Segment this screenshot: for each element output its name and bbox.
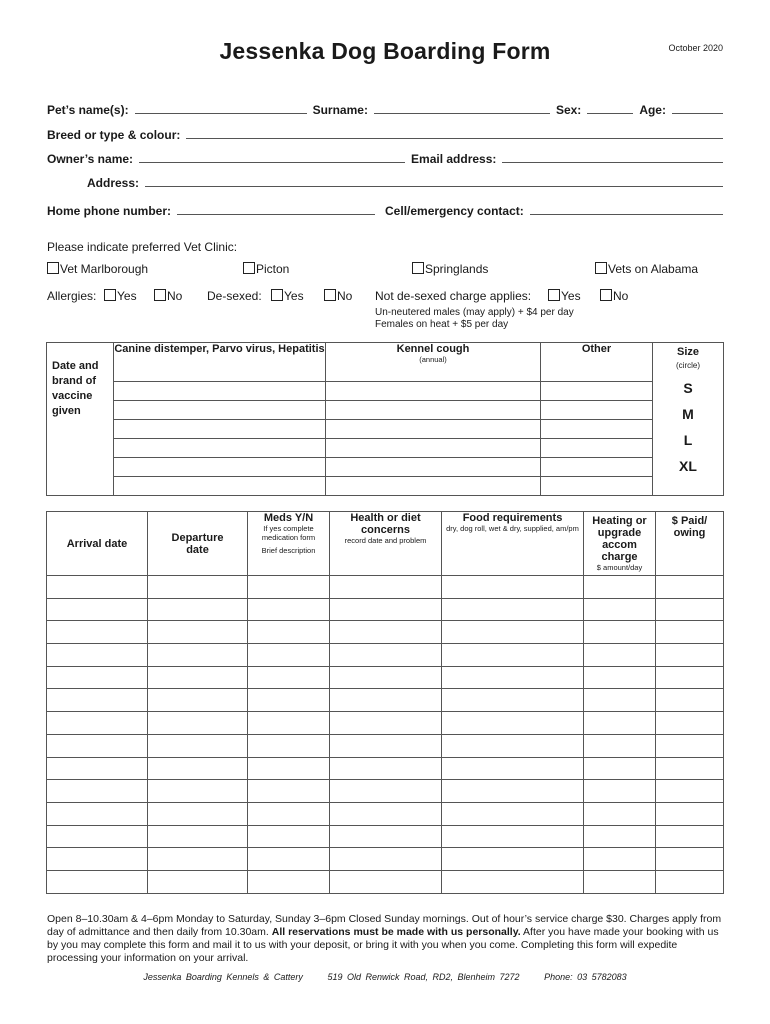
table-cell[interactable] — [656, 689, 724, 712]
table-cell[interactable] — [114, 458, 326, 477]
col-kennel-cough-sub: (annual) — [419, 355, 447, 364]
vet-option-alabama[interactable] — [595, 262, 698, 276]
table-row — [47, 666, 724, 689]
table-cell[interactable] — [442, 734, 584, 757]
table-cell[interactable] — [584, 780, 656, 803]
table-cell[interactable] — [656, 757, 724, 780]
cell-label: Cell/emergency contact: — [385, 204, 524, 218]
cell-field[interactable] — [530, 214, 723, 215]
table-cell[interactable] — [656, 621, 724, 644]
home-phone-field[interactable] — [177, 214, 375, 215]
table-cell[interactable] — [330, 621, 442, 644]
table-cell[interactable] — [47, 848, 148, 871]
table-row — [47, 420, 724, 439]
checkbox[interactable] — [548, 289, 560, 301]
table-cell[interactable] — [114, 439, 326, 458]
table-cell[interactable] — [442, 802, 584, 825]
table-cell[interactable] — [656, 666, 724, 689]
address-row — [87, 176, 723, 190]
col-size: Size — [676, 346, 699, 358]
col-paid: $ Paid/ owing — [656, 512, 724, 576]
table-cell[interactable] — [114, 477, 326, 496]
size-s[interactable]: S — [683, 380, 693, 396]
footer-text — [47, 913, 725, 965]
phone-row — [47, 204, 723, 218]
table-row — [47, 802, 724, 825]
col-health-sub: record date and problem — [344, 536, 427, 545]
col-heating-sub: $ amount/day — [596, 563, 643, 572]
size-xl[interactable]: XL — [679, 458, 697, 474]
table-cell[interactable] — [656, 848, 724, 871]
table-cell[interactable] — [442, 825, 584, 848]
table-cell[interactable] — [148, 734, 248, 757]
table-cell[interactable] — [47, 644, 148, 667]
checkbox[interactable] — [243, 262, 255, 274]
surname-label: Surname: — [312, 103, 368, 117]
charge-note-males: Un-neutered males (may apply) + $4 per day — [375, 307, 574, 318]
yes-label: Yes — [561, 289, 581, 303]
table-cell[interactable] — [330, 870, 442, 893]
table-cell[interactable] — [248, 734, 330, 757]
desexed-no[interactable] — [324, 289, 352, 303]
table-cell[interactable] — [148, 576, 248, 599]
allergies-no[interactable] — [154, 289, 182, 303]
charge-label: Not de-sexed charge applies: — [375, 289, 532, 303]
table-cell[interactable] — [584, 825, 656, 848]
table-row — [47, 848, 724, 871]
vet-option-marlborough[interactable] — [47, 262, 148, 276]
breed-label: Breed or type & colour: — [47, 128, 181, 142]
charge-note-females: Females on heat + $5 per day — [375, 319, 509, 330]
table-cell[interactable] — [326, 420, 541, 439]
table-cell[interactable] — [47, 598, 148, 621]
table-cell[interactable] — [584, 848, 656, 871]
table-cell[interactable] — [326, 439, 541, 458]
owner-field[interactable] — [139, 162, 405, 163]
table-cell[interactable] — [584, 870, 656, 893]
table-cell[interactable] — [656, 644, 724, 667]
table-cell[interactable] — [326, 477, 541, 496]
col-arrival: Arrival date — [47, 512, 148, 576]
table-row — [47, 382, 724, 401]
table-row — [47, 621, 724, 644]
col-meds-sub: If yes complete medication form — [261, 524, 316, 542]
table-cell[interactable] — [656, 780, 724, 803]
table-row — [47, 734, 724, 757]
sex-label: Sex: — [555, 103, 582, 117]
col-other: Other — [541, 343, 653, 382]
yes-label: Yes — [117, 289, 137, 303]
table-cell[interactable] — [148, 825, 248, 848]
form-date: October 2020 — [668, 43, 723, 53]
table-cell[interactable] — [442, 712, 584, 735]
business-phone: Phone: 03 5782083 — [544, 972, 627, 982]
owner-row — [47, 152, 723, 166]
no-label: No — [613, 289, 629, 303]
table-cell[interactable] — [442, 780, 584, 803]
table-cell[interactable] — [248, 848, 330, 871]
pets-name-field[interactable] — [135, 113, 307, 114]
table-cell[interactable] — [148, 757, 248, 780]
business-name: Jessenka Boarding Kennels & Cattery — [143, 972, 303, 982]
table-cell[interactable] — [148, 598, 248, 621]
table-cell[interactable] — [656, 825, 724, 848]
table-cell[interactable] — [148, 780, 248, 803]
table-cell[interactable] — [47, 666, 148, 689]
table-cell[interactable] — [541, 420, 653, 439]
breed-field[interactable] — [186, 138, 723, 139]
table-cell[interactable] — [656, 802, 724, 825]
table-cell[interactable] — [114, 420, 326, 439]
table-cell[interactable] — [248, 780, 330, 803]
col-food-sub: dry, dog roll, wet & dry, supplied, am/pm — [446, 524, 579, 533]
table-cell[interactable] — [326, 382, 541, 401]
table-cell[interactable] — [330, 598, 442, 621]
table-cell[interactable] — [47, 621, 148, 644]
owner-label: Owner’s name: — [47, 152, 134, 166]
table-row — [47, 757, 724, 780]
table-cell[interactable] — [330, 757, 442, 780]
vet-option-label: Vet Marlborough — [60, 262, 149, 276]
table-cell[interactable] — [47, 576, 148, 599]
footer-instructions: After you have made your booking with us by you may complete this form and mail it to us with your deposit, or bring it with you when you come. Completing this form will expedite processing your information on your arrival. — [47, 926, 719, 964]
table-cell[interactable] — [148, 848, 248, 871]
checkbox[interactable] — [324, 289, 336, 301]
table-cell[interactable] — [584, 598, 656, 621]
table-cell[interactable] — [656, 734, 724, 757]
table-cell[interactable] — [248, 621, 330, 644]
col-food-label: Food requirements — [462, 512, 563, 524]
table-cell[interactable] — [248, 576, 330, 599]
no-label: No — [167, 289, 183, 303]
table-cell[interactable] — [148, 644, 248, 667]
sex-field[interactable] — [587, 113, 633, 114]
surname-field[interactable] — [374, 113, 550, 114]
table-cell[interactable] — [47, 757, 148, 780]
table-row — [47, 644, 724, 667]
table-cell[interactable] — [47, 689, 148, 712]
table-cell[interactable] — [584, 712, 656, 735]
table-cell[interactable] — [541, 382, 653, 401]
table-cell[interactable] — [442, 576, 584, 599]
table-row — [47, 576, 724, 599]
pet-row — [47, 103, 723, 117]
breed-row — [47, 128, 723, 142]
table-cell[interactable] — [656, 712, 724, 735]
email-field[interactable] — [502, 162, 723, 163]
table-cell[interactable] — [330, 666, 442, 689]
charge-yes[interactable] — [548, 289, 581, 303]
table-cell[interactable] — [584, 576, 656, 599]
table-cell[interactable] — [148, 870, 248, 893]
no-label: No — [337, 289, 353, 303]
table-cell[interactable] — [248, 712, 330, 735]
vet-option-springlands[interactable] — [412, 262, 488, 276]
table-cell[interactable] — [47, 870, 148, 893]
table-cell[interactable] — [248, 644, 330, 667]
address-field[interactable] — [145, 186, 723, 187]
vaccine-row-label: Date and brand of vaccine given — [47, 343, 114, 496]
desexed-yes[interactable] — [271, 289, 304, 303]
table-row — [47, 689, 724, 712]
desexed-label: De-sexed: — [207, 289, 262, 303]
table-cell[interactable] — [656, 576, 724, 599]
table-cell[interactable] — [326, 458, 541, 477]
contact-line — [0, 972, 770, 982]
table-cell[interactable] — [248, 757, 330, 780]
table-cell[interactable] — [330, 734, 442, 757]
footer-reservations: All reservations must be made with us personally. — [271, 926, 521, 938]
table-cell[interactable] — [442, 666, 584, 689]
table-cell[interactable] — [47, 712, 148, 735]
table-cell[interactable] — [442, 870, 584, 893]
allergies-label: Allergies: — [47, 289, 97, 303]
size-m[interactable]: M — [682, 406, 694, 422]
table-row — [47, 458, 724, 477]
table-cell[interactable] — [656, 870, 724, 893]
table-cell[interactable] — [330, 712, 442, 735]
allergies-yes[interactable] — [104, 289, 137, 303]
table-cell[interactable] — [330, 644, 442, 667]
table-cell[interactable] — [584, 666, 656, 689]
table-cell[interactable] — [148, 689, 248, 712]
booking-table — [46, 511, 724, 894]
table-row — [47, 477, 724, 496]
table-cell[interactable] — [584, 644, 656, 667]
size-column — [653, 343, 724, 496]
table-row — [47, 439, 724, 458]
table-cell[interactable] — [442, 757, 584, 780]
table-cell[interactable] — [148, 802, 248, 825]
charge-no[interactable] — [600, 289, 628, 303]
table-cell[interactable] — [114, 382, 326, 401]
table-cell[interactable] — [584, 757, 656, 780]
table-cell[interactable] — [248, 689, 330, 712]
table-cell[interactable] — [442, 848, 584, 871]
table-cell[interactable] — [248, 802, 330, 825]
col-health — [330, 512, 442, 576]
checkbox[interactable] — [47, 262, 59, 274]
table-cell[interactable] — [584, 734, 656, 757]
table-cell[interactable] — [248, 598, 330, 621]
col-meds — [248, 512, 330, 576]
table-cell[interactable] — [330, 848, 442, 871]
col-health-label: Health or diet concerns — [350, 512, 421, 536]
vet-option-label: Picton — [256, 262, 290, 276]
table-cell[interactable] — [541, 401, 653, 420]
table-row — [47, 870, 724, 893]
vet-option-label: Vets on Alabama — [608, 262, 699, 276]
checkbox[interactable] — [595, 262, 607, 274]
table-cell[interactable] — [248, 666, 330, 689]
table-cell[interactable] — [148, 712, 248, 735]
table-cell[interactable] — [330, 576, 442, 599]
checkbox[interactable] — [154, 289, 166, 301]
table-cell[interactable] — [47, 734, 148, 757]
table-cell[interactable] — [442, 621, 584, 644]
table-cell[interactable] — [248, 825, 330, 848]
table-cell[interactable] — [584, 621, 656, 644]
table-row — [47, 780, 724, 803]
vet-prompt: Please indicate preferred Vet Clinic: — [47, 240, 238, 254]
table-cell[interactable] — [442, 689, 584, 712]
size-l[interactable]: L — [683, 432, 693, 448]
table-cell[interactable] — [47, 802, 148, 825]
table-cell[interactable] — [47, 825, 148, 848]
col-distemper-label: Canine distemper, Parvo virus, Hepatitis — [114, 343, 325, 355]
business-address: 519 Old Renwick Road, RD2, Blenheim 7272 — [327, 972, 520, 982]
table-cell[interactable] — [442, 598, 584, 621]
vet-option-picton[interactable] — [243, 262, 289, 276]
age-label: Age: — [639, 103, 666, 117]
col-food — [442, 512, 584, 576]
footer-hours: Open 8–10.30am & 4–6pm Monday to Saturday, Sunday 3–6pm Closed Sunday mornings. Out of hour’s service charge $30. Charges apply from day of admittance and then daily from 10.30am. — [47, 913, 722, 938]
table-cell[interactable] — [326, 401, 541, 420]
table-cell[interactable] — [148, 666, 248, 689]
col-meds-label: Meds Y/N — [263, 512, 314, 524]
address-label: Address: — [87, 176, 140, 190]
col-kennel-cough — [326, 343, 541, 382]
vet-option-label: Springlands — [425, 262, 489, 276]
checkbox[interactable] — [600, 289, 612, 301]
table-cell[interactable] — [114, 401, 326, 420]
table-cell[interactable] — [47, 780, 148, 803]
table-cell[interactable] — [584, 802, 656, 825]
col-heating — [584, 512, 656, 576]
checkbox[interactable] — [104, 289, 116, 301]
table-row — [47, 598, 724, 621]
pets-name-label: Pet’s name(s): — [47, 103, 129, 117]
col-kennel-cough-label: Kennel cough — [396, 343, 470, 355]
table-cell[interactable] — [584, 689, 656, 712]
table-cell[interactable] — [541, 477, 653, 496]
col-meds-desc: Brief description — [261, 546, 316, 555]
table-cell[interactable] — [330, 802, 442, 825]
email-label: Email address: — [411, 152, 497, 166]
table-cell[interactable] — [541, 439, 653, 458]
table-cell[interactable] — [148, 621, 248, 644]
table-cell[interactable] — [541, 458, 653, 477]
table-row — [47, 825, 724, 848]
table-cell[interactable] — [330, 825, 442, 848]
table-cell[interactable] — [330, 780, 442, 803]
yes-label: Yes — [284, 289, 304, 303]
col-distemper — [114, 343, 326, 382]
age-field[interactable] — [672, 113, 723, 114]
table-cell[interactable] — [330, 689, 442, 712]
vaccine-table — [46, 342, 724, 496]
col-departure: Departure date — [148, 512, 248, 576]
form-title: Jessenka Dog Boarding Form — [219, 38, 551, 64]
checkbox[interactable] — [412, 262, 424, 274]
home-phone-label: Home phone number: — [47, 204, 172, 218]
table-row — [47, 401, 724, 420]
col-size-sub: (circle) — [676, 361, 700, 370]
table-cell[interactable] — [656, 598, 724, 621]
table-cell[interactable] — [442, 644, 584, 667]
checkbox[interactable] — [271, 289, 283, 301]
col-heating-label: Heating or upgrade accom charge — [592, 515, 647, 563]
table-row — [47, 712, 724, 735]
table-cell[interactable] — [248, 870, 330, 893]
